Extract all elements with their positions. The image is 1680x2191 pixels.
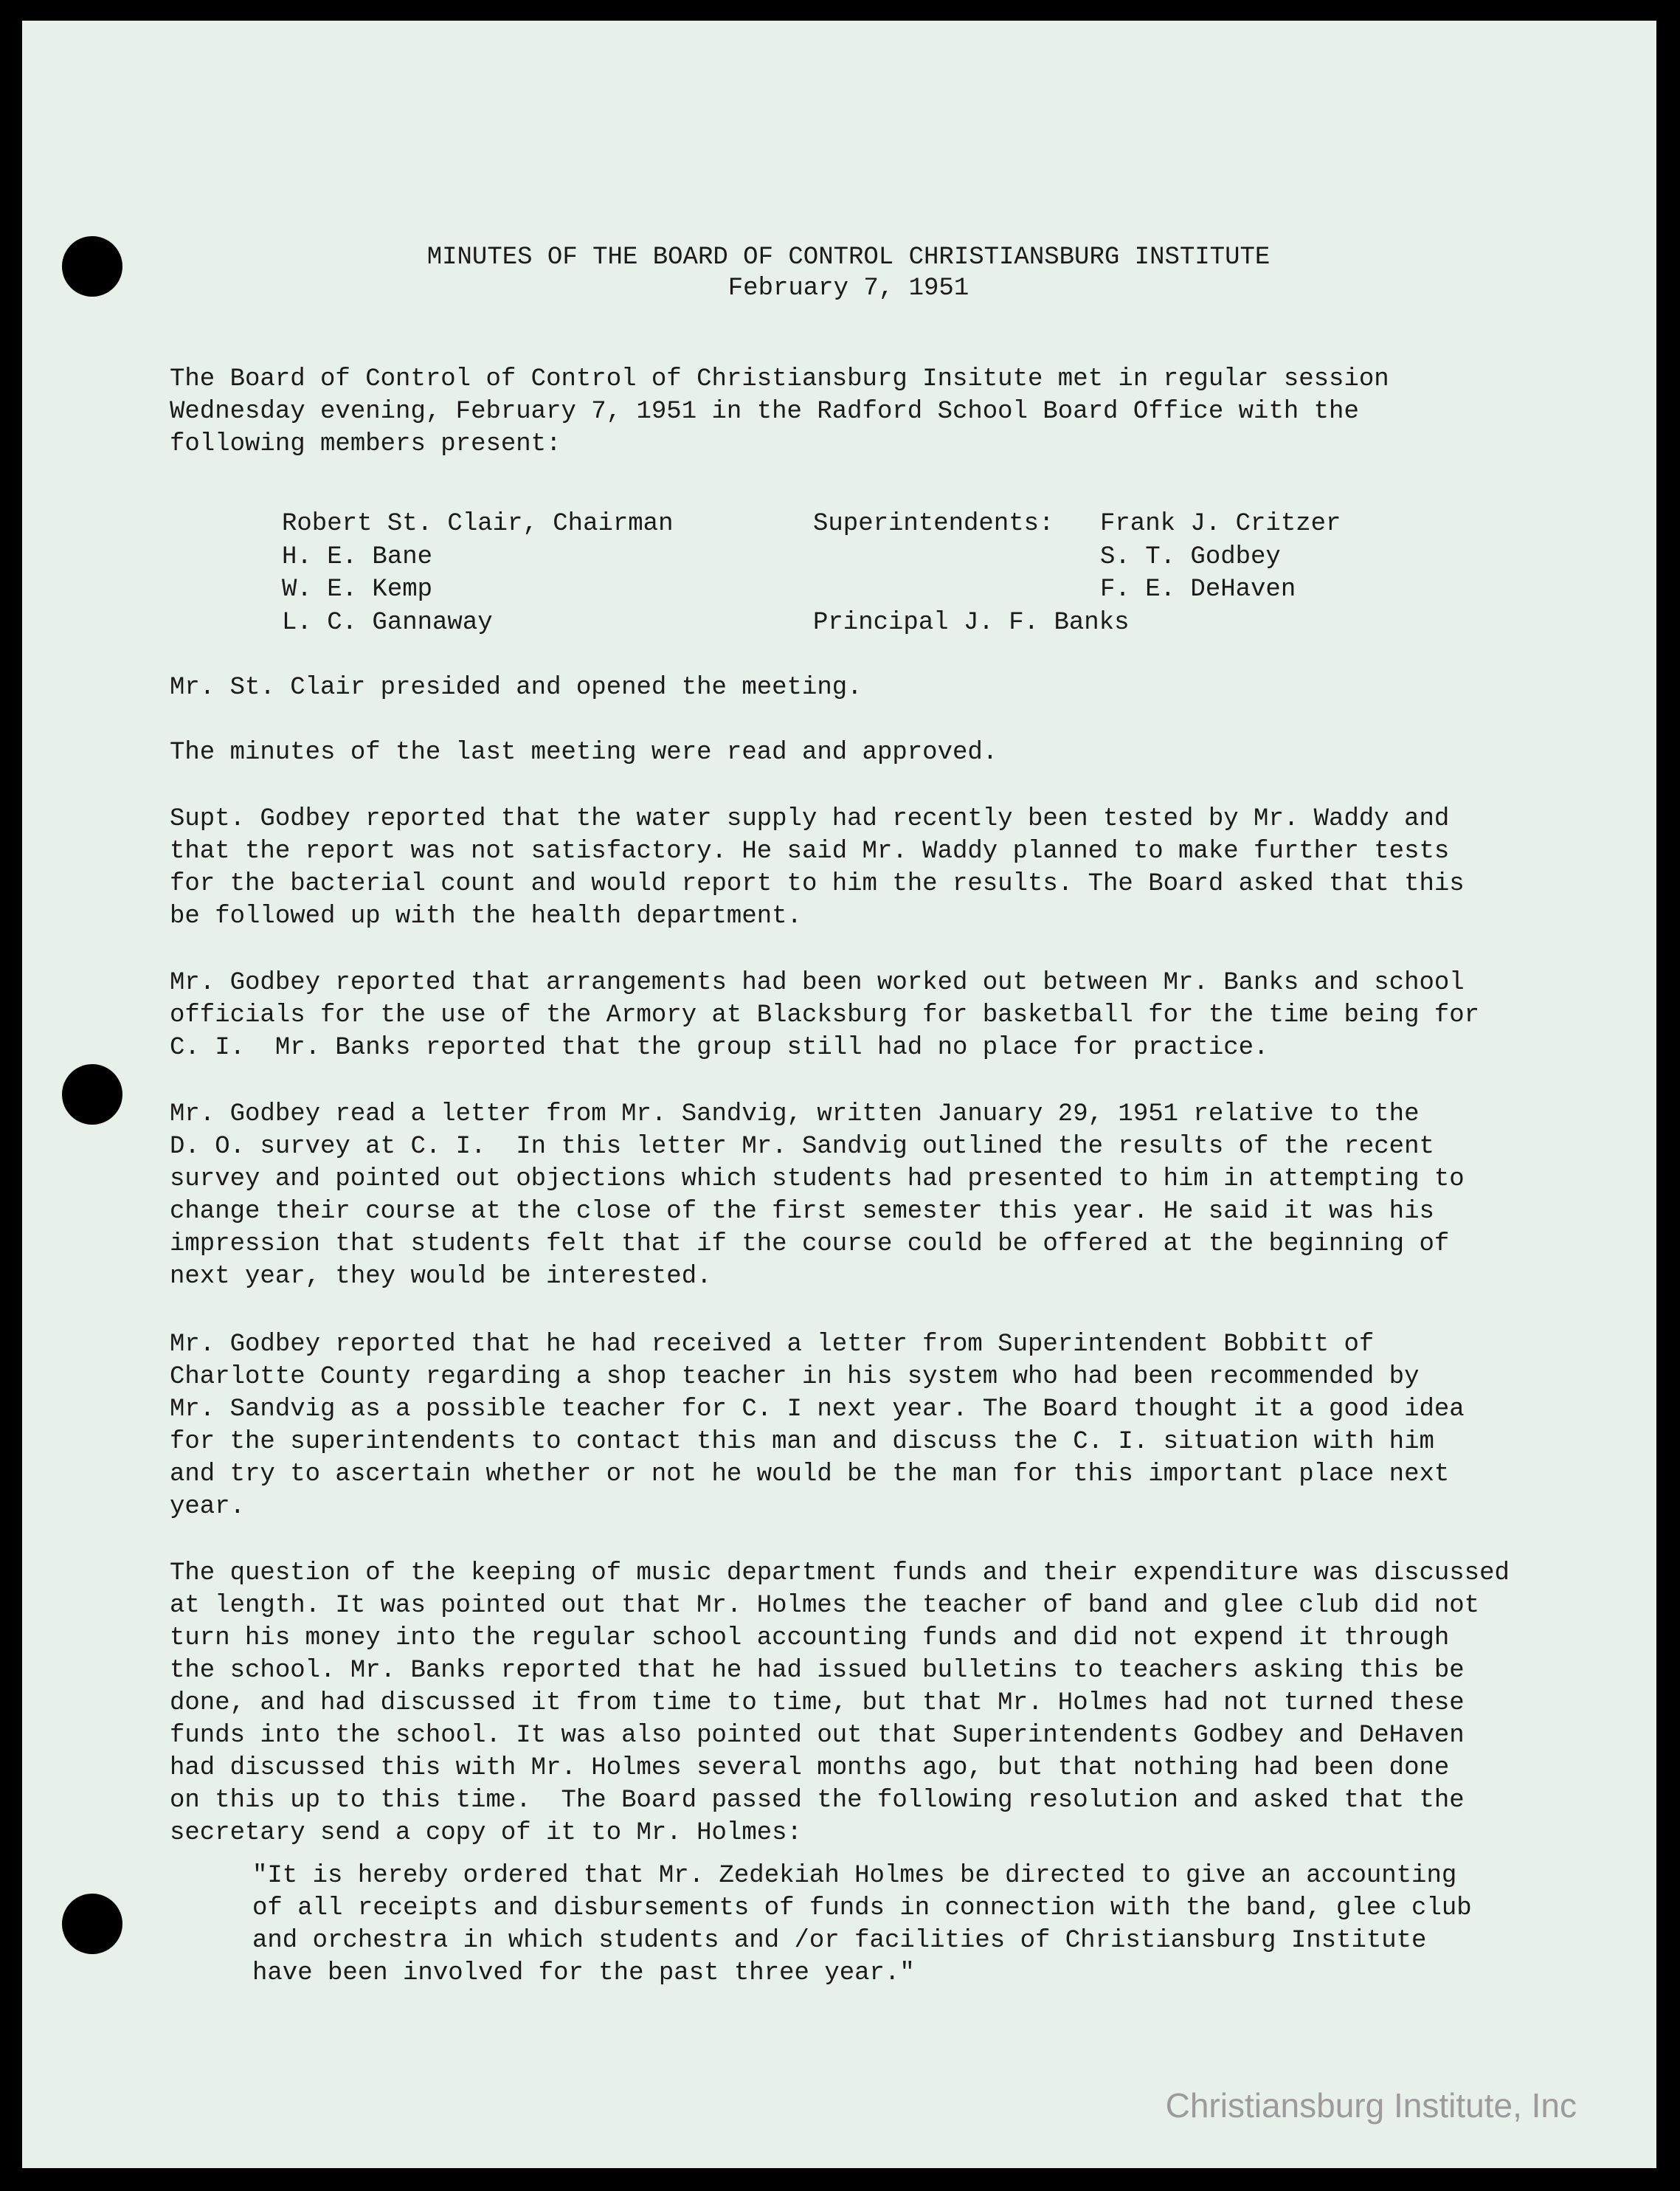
board-members-list: Robert St. Clair, Chairman H. E. Bane W. E. Kemp L. C. Gannaway: [282, 510, 674, 637]
paragraph-sandvig-letter: Mr. Godbey read a letter from Mr. Sandvig, written January 29, 1951 relative to the D. O. survey at C. I. In this letter Mr. Sandvig outlined the results of the recent survey and pointed out objections which students had presented to him in attempting to change their course at the close of the first semester this year. He said it was his impression that students felt that if the course could be offered at the beginning of next year, they would be interested.: [170, 1100, 1465, 1291]
document-page: [22, 21, 1656, 2168]
watermark: Christiansburg Institute, Inc: [1165, 2086, 1577, 2125]
paragraph-presided: Mr. St. Clair presided and opened the meeting.: [170, 674, 863, 702]
punch-hole-middle: [62, 1064, 122, 1125]
punch-hole-bottom: [62, 1894, 122, 1954]
paragraph-armory: Mr. Godbey reported that arrangements had been worked out between Mr. Banks and school officials for the use of the Armory at Blacksburg for basketball for the time being for C. I. Mr. Banks reported that the group still had no place for practice.: [170, 969, 1480, 1062]
resolution-quote: "It is hereby ordered that Mr. Zedekiah Holmes be directed to give an accounting of all receipts and disbursements of funds in connection with the band, glee club and orchestra in which students and /or facilities of Christiansburg Institute have been involved for the past three year.": [252, 1862, 1472, 1987]
punch-hole-top: [62, 236, 122, 297]
superintendents-list: Frank J. Critzer S. T. Godbey F. E. DeHaven: [1100, 510, 1341, 604]
paragraph-shop-teacher: Mr. Godbey reported that he had received a letter from Superintendent Bobbitt of Charlotte County regarding a shop teacher in his system who had been recommended by Mr. Sandvig as a possible teacher for C. I next year. The Board thought it a good idea for the superintendents to contact this man and discuss the C. I. situation with him and try to ascertain whether or not he would be the man for this important place next year.: [170, 1331, 1465, 1521]
meeting-date: February 7, 1951: [727, 275, 969, 303]
principal-line: Principal J. F. Banks: [813, 609, 1130, 637]
paragraph-minutes-approved: The minutes of the last meeting were read and approved.: [170, 739, 998, 767]
intro-paragraph: The Board of Control of Control of Christiansburg Insitute met in regular session Wednesday evening, February 7, 1951 in the Radford School Board Office with the following members present:: [170, 365, 1389, 458]
superintendents-label: Superintendents:: [813, 510, 1054, 538]
page-title: MINUTES OF THE BOARD OF CONTROL CHRISTIANSBURG INSTITUTE: [426, 244, 1271, 272]
paragraph-water-supply: Supt. Godbey reported that the water supply had recently been tested by Mr. Waddy and that the report was not satisfactory. He said Mr. Waddy planned to make further tests for the bacterial count and would report to him the results. The Board asked that this be followed up with the health department.: [170, 805, 1465, 931]
paragraph-music-funds: The question of the keeping of music department funds and their expenditure was discussed at length. It was pointed out that Mr. Holmes the teacher of band and glee club did not turn his money into the regular school accounting funds and did not expend it through the school. Mr. Banks reported that he had issued bulletins to teachers asking this be done, and had discussed it from time to time, but that Mr. Holmes had not turned these funds into the school. It was also pointed out that Superintendents Godbey and DeHaven had discussed this with Mr. Holmes several months ago, but that nothing had been done on this up to this time. The Board passed the following resolution and asked that the secretary send a copy of it to Mr. Holmes:: [170, 1559, 1510, 1847]
